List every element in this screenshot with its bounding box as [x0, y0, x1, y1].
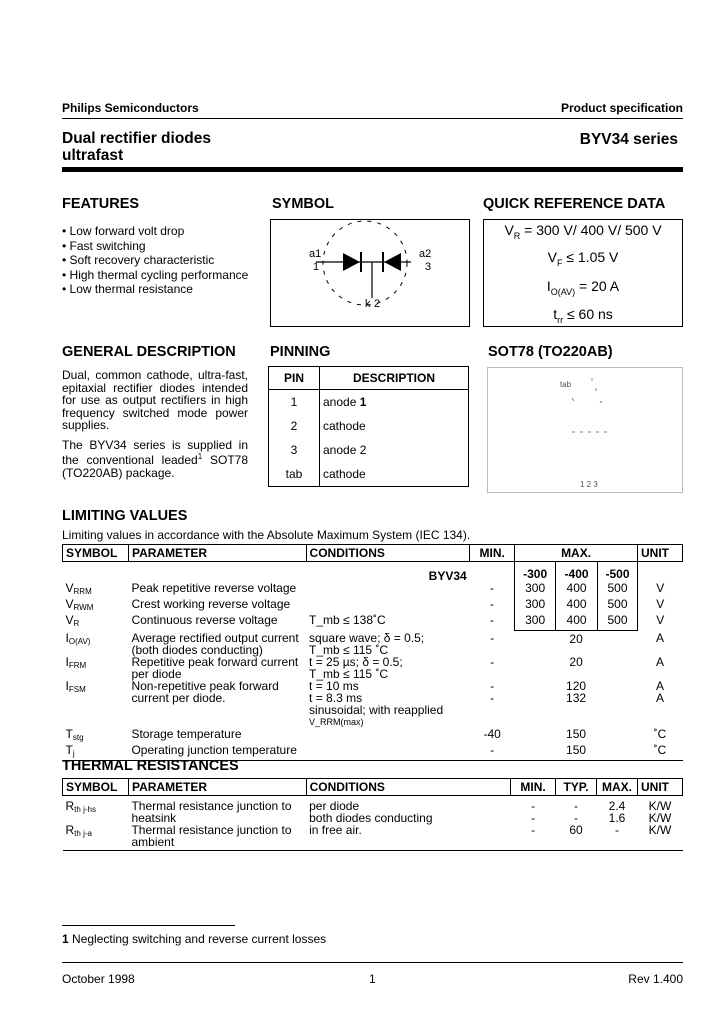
feature-item: • Low forward volt drop — [62, 224, 185, 238]
pin-number: 3 — [269, 438, 320, 462]
min-column-header: MIN. — [511, 779, 556, 796]
footer-revision: Rev 1.400 — [628, 972, 683, 986]
features-list — [62, 224, 248, 297]
general-paragraph-1: Dual, common cathode, ultra-fast, epitaxial rectifier diodes intended for use as output rectifiers in high frequency switched mode power supplies. — [62, 368, 248, 432]
variant-300: -300 — [515, 562, 556, 583]
symbol-a2-label: a2 — [419, 248, 432, 260]
symbol-pin2-label: 2 — [374, 298, 381, 310]
qrd-io: $I_{O(AV)} = 20$ A — [546, 278, 620, 297]
unit-column-header: UNIT — [638, 545, 683, 562]
variant-500: -500 — [598, 562, 638, 583]
symbol-pin1-label: 1 — [313, 261, 320, 273]
package-pin-labels: 1 2 3 — [580, 480, 598, 489]
package-outline-icon — [488, 368, 682, 492]
table-row: $I_{FRM}$ Repetitive peak forward current per diode t = 25 µs; δ = 0.5; T_mb ≤ 115 ˚C - 20 A — [65, 655, 664, 681]
title-line-2: ultrafast — [62, 147, 124, 164]
parameter-column-header: PARAMETER — [128, 545, 306, 562]
qrd-vf: $V_F \le 1.05$ V — [547, 249, 619, 268]
pin-description: anode 2 — [320, 438, 469, 462]
document-title — [62, 130, 211, 164]
limiting-values-intro: Limiting values in accordance with the Absolute Maximum System (IEC 134). — [62, 528, 471, 542]
symbol-column-header: SYMBOL — [63, 779, 129, 796]
document-type: Product specification — [560, 101, 683, 115]
footnote-rule — [62, 925, 235, 926]
qrd-heading: QUICK REFERENCE DATA — [483, 196, 666, 212]
header-rule — [62, 118, 683, 119]
features-heading: FEATURES — [62, 196, 140, 212]
unit-column-header: UNIT — [638, 779, 683, 796]
pin-description: anode 1 — [320, 390, 469, 415]
table-row: $V_{RWM}$ Crest working reverse voltage - 300 400 500 V — [65, 597, 665, 612]
title-line-1: Dual rectifier diodes — [62, 130, 212, 147]
package-tab-label: tab — [560, 380, 572, 389]
thermal-resistances-table — [62, 778, 683, 851]
variant-400: -400 — [556, 562, 598, 583]
parameter-column-header: PARAMETER — [128, 779, 306, 796]
pin-number: 1 — [269, 390, 320, 415]
table-row: $T_j$ Operating junction temperature - 150 ˚C — [63, 744, 683, 761]
limiting-values-table — [62, 544, 683, 761]
variant-row — [63, 562, 683, 583]
pin-description: cathode — [320, 414, 469, 438]
table-row — [269, 438, 469, 462]
feature-item: • High thermal cycling performance — [62, 267, 249, 282]
thermal-resistances-heading: THERMAL RESISTANCES — [62, 758, 239, 774]
footer-page-number: 1 — [369, 972, 376, 986]
title-rule — [62, 167, 683, 172]
min-column-header: MIN. — [470, 545, 515, 562]
series-name: BYV34 series — [579, 131, 678, 148]
table-row: $V_{RRM}$ Peak repetitive reverse voltage - 300 400 500 V — [65, 581, 665, 596]
qrd-box — [483, 219, 683, 327]
table-row: $I_{O(AV)}$ Average rectified output current (both diodes conducting) square wave; δ = 0.5; T_mb ≤ 115 ˚C - 20 A — [65, 631, 664, 657]
symbol-k-label: k — [365, 298, 371, 310]
symbol-column-header: SYMBOL — [63, 545, 129, 562]
max-column-header: MAX. — [515, 545, 638, 562]
pin-number: tab — [269, 462, 320, 487]
pinning-table — [268, 366, 469, 487]
limiting-values-heading: LIMITING VALUES — [62, 508, 188, 524]
symbol-heading: SYMBOL — [272, 196, 335, 212]
general-paragraph-2: The BYV34 series is supplied in the conventional leaded$^1$ SOT78 (TO220AB) package. — [62, 437, 248, 480]
conditions-column-header: CONDITIONS — [306, 545, 470, 562]
footnote: 1 Neglecting switching and reverse current losses — [62, 932, 327, 946]
general-description-heading: GENERAL DESCRIPTION — [62, 344, 236, 360]
qrd-vr: $V_R = 300$ V/ 400 V/ 500 V — [504, 222, 662, 241]
symbol-box — [270, 219, 470, 327]
package-drawing-box — [487, 367, 683, 493]
table-row — [269, 390, 469, 415]
footer-rule — [62, 962, 683, 963]
pin-column-header: PIN — [269, 367, 320, 390]
feature-item: • Fast switching — [62, 238, 146, 253]
typ-column-header: TYP. — [556, 779, 597, 796]
feature-item: • Soft recovery characteristic — [62, 253, 215, 268]
diode-symbol-icon — [271, 220, 469, 326]
general-description-body — [62, 369, 248, 486]
qrd-trr: $t_{rr} \le 60$ ns — [553, 306, 613, 325]
table-row: $I_{FSM}$ Non-repetitive peak forward current per diode. t = 10 ms t = 8.3 ms sinusoidal; with reapplied V_RRM(max) - - 120 132 A A — [65, 679, 664, 727]
table-row: $R_{th j-a}$ Thermal resistance junction to ambient in free air. - 60 - K/W — [63, 824, 683, 851]
symbol-pin3-label: 3 — [425, 261, 432, 273]
symbol-a1-label: a1 — [309, 248, 322, 260]
max-column-header: MAX. — [597, 779, 638, 796]
footer-date: October 1998 — [62, 972, 135, 986]
table-row — [269, 414, 469, 438]
pin-description: cathode — [320, 462, 469, 487]
variant-label: BYV34 — [428, 569, 467, 583]
table-row: $R_{th j-hs}$ Thermal resistance junction to heatsink per diode both diodes conducting - - - - 2.4 1.6 K/W K/W — [65, 799, 672, 825]
feature-item: • Low thermal resistance — [62, 282, 193, 297]
pin-number: 2 — [269, 414, 320, 438]
table-row: $T_{stg}$ Storage temperature -40 150 ˚C — [65, 727, 667, 742]
company-name: Philips Semiconductors — [62, 101, 199, 115]
pinning-heading: PINNING — [270, 344, 331, 360]
package-heading: SOT78 (TO220AB) — [488, 344, 613, 360]
description-column-header: DESCRIPTION — [320, 367, 469, 390]
table-row: $V_R$ Continuous reverse voltage T_mb ≤ 138˚C - 300 400 500 V — [65, 613, 665, 628]
conditions-column-header: CONDITIONS — [306, 779, 511, 796]
table-row — [269, 462, 469, 487]
